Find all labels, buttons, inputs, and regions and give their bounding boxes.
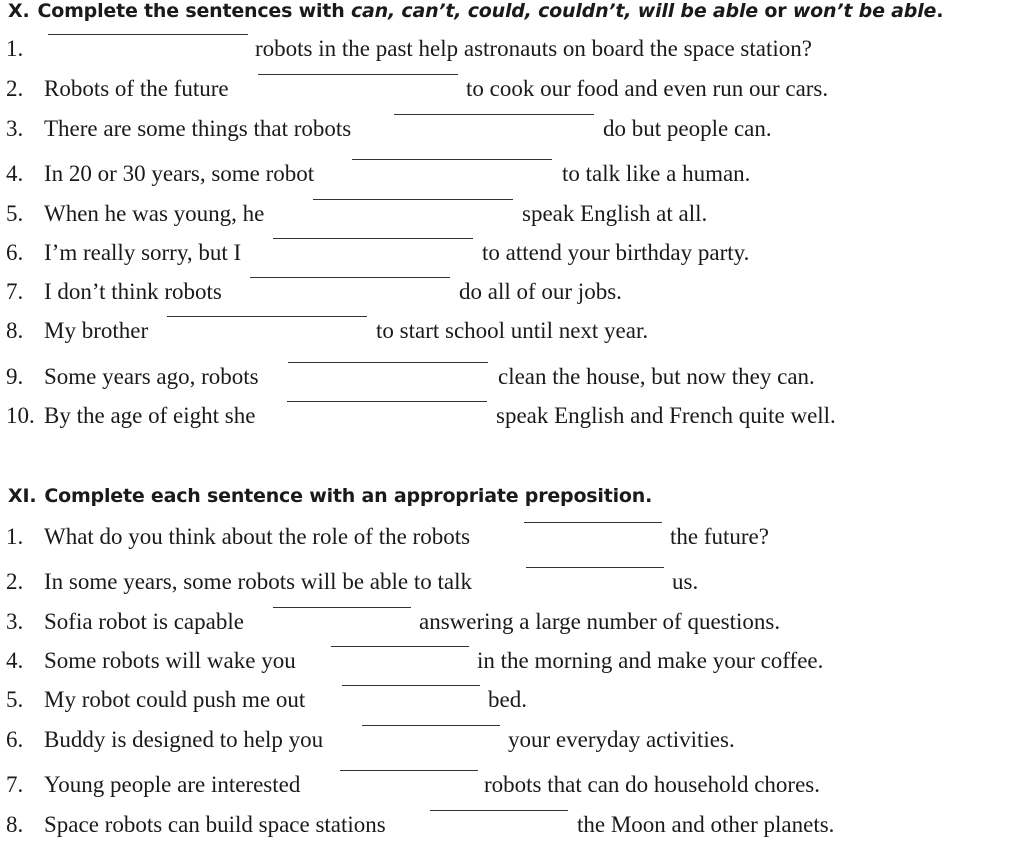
item-text-after: speak English at all. bbox=[522, 201, 708, 226]
section-x-heading bbox=[8, 0, 943, 22]
item-number: 5. bbox=[6, 201, 24, 226]
item-text-before: When he was young, he bbox=[44, 201, 265, 226]
item-text-after: in the morning and make your coffee. bbox=[477, 648, 824, 673]
item-text-after: do all of our jobs. bbox=[459, 279, 622, 304]
answer-blank[interactable] bbox=[273, 238, 473, 239]
item-number: 1. bbox=[6, 36, 24, 61]
section-x-title-mid: or bbox=[757, 0, 793, 22]
item-number: 6. bbox=[6, 727, 24, 752]
item-number: 2. bbox=[6, 569, 24, 594]
item-number: 1. bbox=[6, 524, 24, 549]
item-text-before: Space robots can build space stations bbox=[44, 812, 386, 837]
item-text-before: In some years, some robots will be able to talk bbox=[44, 569, 472, 594]
item-text-before: By the age of eight she bbox=[44, 403, 256, 428]
item-text-after: the future? bbox=[670, 524, 769, 549]
item-text-before: Robots of the future bbox=[44, 76, 229, 101]
answer-blank[interactable] bbox=[430, 810, 568, 811]
item-text-after: us. bbox=[672, 569, 699, 594]
section-xi-number: XI. bbox=[8, 485, 37, 507]
item-text-after: bed. bbox=[488, 687, 527, 712]
item-number: 7. bbox=[6, 279, 24, 304]
section-x-title-end: . bbox=[936, 0, 944, 22]
item-text-before: Young people are interested bbox=[44, 772, 301, 797]
answer-blank[interactable] bbox=[342, 685, 480, 686]
answer-blank[interactable] bbox=[273, 607, 411, 608]
answer-blank[interactable] bbox=[524, 522, 662, 523]
item-text-before: My robot could push me out bbox=[44, 687, 306, 712]
item-text-before: Some robots will wake you bbox=[44, 648, 296, 673]
item-text-before: There are some things that robots bbox=[44, 116, 352, 141]
answer-blank[interactable] bbox=[250, 277, 450, 278]
item-text-after: to start school until next year. bbox=[376, 318, 649, 343]
answer-blank[interactable] bbox=[352, 159, 552, 160]
item-text-after: to cook our food and even run our cars. bbox=[466, 76, 829, 101]
item-number: 2. bbox=[6, 76, 24, 101]
answer-blank[interactable] bbox=[48, 34, 248, 35]
item-number: 4. bbox=[6, 648, 24, 673]
answer-blank[interactable] bbox=[526, 567, 664, 568]
item-text-after: clean the house, but now they can. bbox=[498, 364, 815, 389]
section-x-title-pre: Complete the sentences with bbox=[37, 0, 351, 22]
item-number: 3. bbox=[6, 116, 24, 141]
item-text-before: I’m really sorry, but I bbox=[44, 240, 242, 265]
answer-blank[interactable] bbox=[313, 199, 513, 200]
item-text-after: do but people can. bbox=[603, 116, 772, 141]
item-number: 9. bbox=[6, 364, 24, 389]
item-number: 4. bbox=[6, 161, 24, 186]
item-text-before: My brother bbox=[44, 318, 149, 343]
section-x-title-em: can, can’t, could, couldn’t, will be able bbox=[350, 0, 758, 22]
answer-blank[interactable] bbox=[340, 770, 478, 771]
section-x-title-em2: won’t be able bbox=[792, 0, 937, 22]
item-number: 8. bbox=[6, 318, 24, 343]
item-text-before: Buddy is designed to help you bbox=[44, 727, 324, 752]
item-number: 10. bbox=[6, 403, 35, 428]
item-text-before: Sofia robot is capable bbox=[44, 609, 244, 634]
item-number: 6. bbox=[6, 240, 24, 265]
item-text-before: What do you think about the role of the robots bbox=[44, 524, 471, 549]
item-number: 5. bbox=[6, 687, 24, 712]
item-number: 7. bbox=[6, 772, 24, 797]
section-x-number: X. bbox=[8, 0, 30, 22]
answer-blank[interactable] bbox=[394, 114, 594, 115]
answer-blank[interactable] bbox=[331, 646, 469, 647]
answer-blank[interactable] bbox=[287, 401, 487, 402]
item-text-after: the Moon and other planets. bbox=[577, 812, 835, 837]
item-text-before: I don’t think robots bbox=[44, 279, 222, 304]
item-text-after: answering a large number of questions. bbox=[419, 609, 781, 634]
answer-blank[interactable] bbox=[362, 725, 500, 726]
answer-blank[interactable] bbox=[167, 316, 367, 317]
item-text-after: robots in the past help astronauts on board the space station? bbox=[255, 36, 812, 61]
item-text-after: robots that can do household chores. bbox=[484, 772, 820, 797]
section-xi-title: Complete each sentence with an appropriate preposition. bbox=[44, 485, 653, 507]
item-text-after: your everyday activities. bbox=[508, 727, 735, 752]
item-text-before: In 20 or 30 years, some robot bbox=[44, 161, 315, 186]
item-text-after: to talk like a human. bbox=[562, 161, 751, 186]
section-xi-heading bbox=[8, 485, 652, 507]
item-text-after: speak English and French quite well. bbox=[496, 403, 836, 428]
item-text-after: to attend your birthday party. bbox=[482, 240, 750, 265]
item-text-before: Some years ago, robots bbox=[44, 364, 259, 389]
answer-blank[interactable] bbox=[288, 362, 488, 363]
answer-blank[interactable] bbox=[258, 74, 458, 75]
item-number: 3. bbox=[6, 609, 24, 634]
item-number: 8. bbox=[6, 812, 24, 837]
